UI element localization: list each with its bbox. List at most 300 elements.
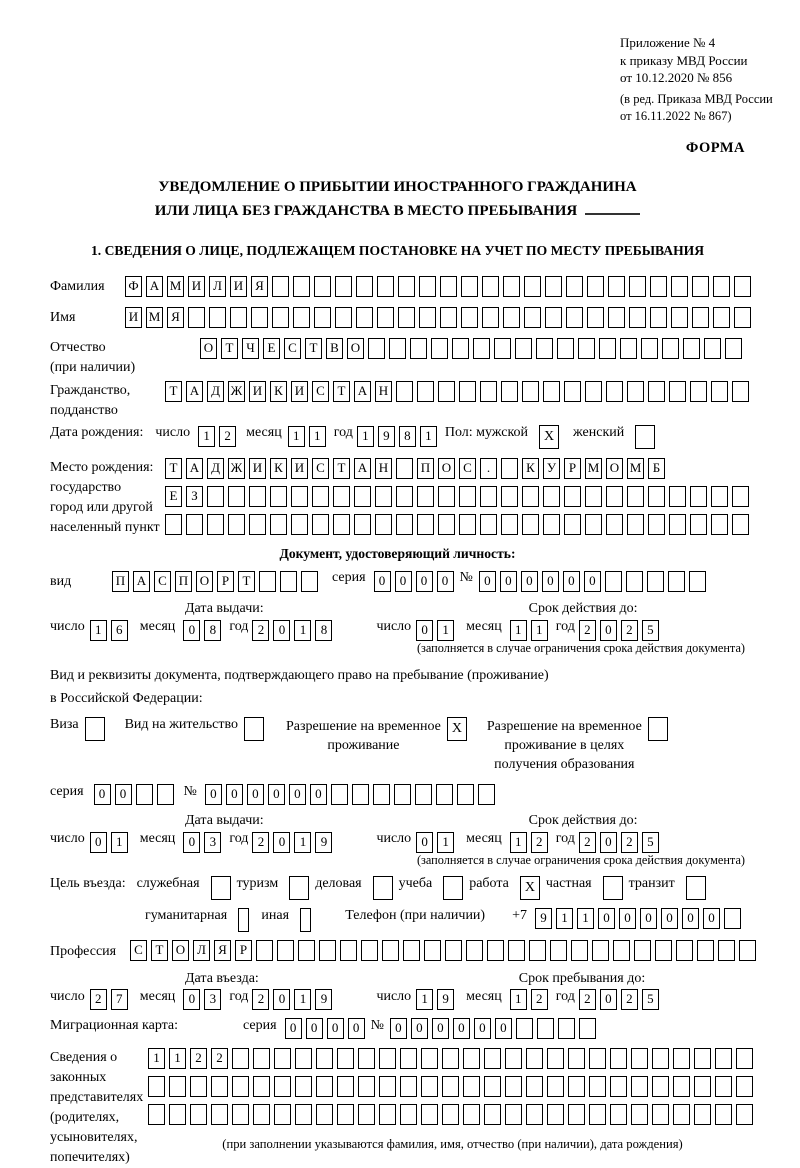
char-cell[interactable] [676,940,693,961]
char-cell[interactable]: М [146,307,163,328]
char-cell[interactable]: Р [564,458,581,479]
purpose-work-checkbox[interactable]: X [520,876,540,900]
char-cell[interactable] [375,514,392,535]
char-cell[interactable] [547,1076,564,1097]
char-cell[interactable] [440,307,457,328]
char-cell[interactable]: 2 [90,989,107,1010]
char-cell[interactable] [505,1104,522,1125]
char-cell[interactable]: 1 [510,832,527,853]
char-cell[interactable] [356,307,373,328]
char-cell[interactable] [293,276,310,297]
char-cell[interactable] [280,571,297,592]
char-cell[interactable]: 2 [579,832,596,853]
char-cell[interactable] [494,338,511,359]
char-cell[interactable] [482,276,499,297]
char-cell[interactable] [634,940,651,961]
char-cell[interactable]: 0 [90,832,107,853]
sex-female-checkbox[interactable] [635,425,655,449]
char-cell[interactable]: 2 [252,832,269,853]
char-cell[interactable]: 0 [500,571,517,592]
char-cell[interactable] [725,338,742,359]
char-cell[interactable] [396,381,413,402]
char-cell[interactable] [459,514,476,535]
char-cell[interactable] [732,381,749,402]
visa-checkbox[interactable] [85,717,105,741]
char-cell[interactable]: Е [263,338,280,359]
char-cell[interactable]: Ч [242,338,259,359]
char-cell[interactable] [524,307,541,328]
char-cell[interactable] [400,1104,417,1125]
char-cell[interactable]: 2 [219,426,236,447]
char-cell[interactable] [354,514,371,535]
char-cell[interactable]: И [291,458,308,479]
char-cell[interactable]: 0 [183,989,200,1010]
char-cell[interactable]: О [347,338,364,359]
char-cell[interactable] [337,1104,354,1125]
char-cell[interactable] [629,276,646,297]
char-cell[interactable]: 0 [600,989,617,1010]
rvp-checkbox[interactable]: X [447,717,467,741]
char-cell[interactable] [732,486,749,507]
char-cell[interactable] [316,1104,333,1125]
char-cell[interactable] [692,276,709,297]
char-cell[interactable]: 1 [531,620,548,641]
char-cell[interactable]: Б [648,458,665,479]
char-cell[interactable] [136,784,153,805]
char-cell[interactable]: О [606,458,623,479]
char-cell[interactable]: Я [167,307,184,328]
char-cell[interactable]: 0 [183,832,200,853]
char-cell[interactable]: 0 [247,784,264,805]
char-cell[interactable]: 0 [474,1018,491,1039]
char-cell[interactable]: 1 [437,620,454,641]
char-cell[interactable] [711,514,728,535]
char-cell[interactable]: Л [209,276,226,297]
char-cell[interactable] [606,486,623,507]
char-cell[interactable] [606,381,623,402]
char-cell[interactable] [270,514,287,535]
char-cell[interactable]: 1 [420,426,437,447]
char-cell[interactable] [461,276,478,297]
char-cell[interactable]: 5 [642,832,659,853]
char-cell[interactable] [585,381,602,402]
char-cell[interactable] [186,514,203,535]
char-cell[interactable] [459,381,476,402]
char-cell[interactable]: 2 [252,620,269,641]
char-cell[interactable] [503,276,520,297]
char-cell[interactable]: А [133,571,150,592]
char-cell[interactable] [337,1048,354,1069]
char-cell[interactable] [295,1048,312,1069]
char-cell[interactable] [293,307,310,328]
char-cell[interactable]: Д [207,381,224,402]
char-cell[interactable] [648,381,665,402]
char-cell[interactable]: С [154,571,171,592]
char-cell[interactable] [564,381,581,402]
char-cell[interactable] [377,276,394,297]
char-cell[interactable] [543,381,560,402]
char-cell[interactable]: 1 [90,620,107,641]
char-cell[interactable] [626,571,643,592]
char-cell[interactable] [314,276,331,297]
purpose-humanitarian-checkbox[interactable] [238,908,249,932]
char-cell[interactable] [312,486,329,507]
char-cell[interactable] [291,486,308,507]
char-cell[interactable]: 0 [600,620,617,641]
char-cell[interactable]: 0 [432,1018,449,1039]
char-cell[interactable] [501,381,518,402]
char-cell[interactable]: 0 [598,908,615,929]
char-cell[interactable] [487,940,504,961]
char-cell[interactable] [690,381,707,402]
char-cell[interactable] [484,1104,501,1125]
char-cell[interactable]: Е [165,486,182,507]
char-cell[interactable]: В [326,338,343,359]
char-cell[interactable] [694,1048,711,1069]
char-cell[interactable] [400,1048,417,1069]
char-cell[interactable] [463,1076,480,1097]
char-cell[interactable] [715,1104,732,1125]
char-cell[interactable] [274,1048,291,1069]
char-cell[interactable] [272,307,289,328]
char-cell[interactable]: А [354,381,371,402]
char-cell[interactable]: М [167,276,184,297]
char-cell[interactable] [352,784,369,805]
char-cell[interactable] [543,514,560,535]
char-cell[interactable] [459,486,476,507]
purpose-study-checkbox[interactable] [443,876,463,900]
char-cell[interactable] [377,307,394,328]
char-cell[interactable] [270,486,287,507]
purpose-transit-checkbox[interactable] [686,876,706,900]
char-cell[interactable]: 2 [531,989,548,1010]
char-cell[interactable]: Ж [228,458,245,479]
char-cell[interactable] [566,276,583,297]
char-cell[interactable] [631,1104,648,1125]
char-cell[interactable] [550,940,567,961]
char-cell[interactable] [671,276,688,297]
char-cell[interactable] [732,514,749,535]
char-cell[interactable] [211,1104,228,1125]
char-cell[interactable] [526,1076,543,1097]
char-cell[interactable] [361,940,378,961]
char-cell[interactable] [484,1048,501,1069]
char-cell[interactable] [599,338,616,359]
char-cell[interactable] [249,486,266,507]
char-cell[interactable] [589,1048,606,1069]
char-cell[interactable]: 1 [416,989,433,1010]
char-cell[interactable] [421,1076,438,1097]
char-cell[interactable]: 0 [495,1018,512,1039]
char-cell[interactable] [694,1076,711,1097]
char-cell[interactable] [169,1076,186,1097]
char-cell[interactable] [689,571,706,592]
char-cell[interactable]: 0 [273,620,290,641]
char-cell[interactable]: 0 [183,620,200,641]
char-cell[interactable]: 2 [579,989,596,1010]
char-cell[interactable] [415,784,432,805]
char-cell[interactable] [295,1104,312,1125]
char-cell[interactable]: 0 [94,784,111,805]
char-cell[interactable] [333,486,350,507]
char-cell[interactable]: И [249,381,266,402]
char-cell[interactable] [188,307,205,328]
char-cell[interactable] [394,784,411,805]
char-cell[interactable] [545,276,562,297]
char-cell[interactable] [501,514,518,535]
char-cell[interactable] [249,514,266,535]
char-cell[interactable]: 1 [169,1048,186,1069]
char-cell[interactable] [421,1104,438,1125]
char-cell[interactable] [410,338,427,359]
char-cell[interactable] [259,571,276,592]
char-cell[interactable]: 0 [348,1018,365,1039]
char-cell[interactable] [480,514,497,535]
purpose-other-checkbox[interactable] [300,908,311,932]
char-cell[interactable]: С [130,940,147,961]
char-cell[interactable]: 9 [535,908,552,929]
char-cell[interactable] [463,1048,480,1069]
char-cell[interactable]: 1 [357,426,374,447]
char-cell[interactable]: 0 [115,784,132,805]
char-cell[interactable] [655,940,672,961]
char-cell[interactable]: О [438,458,455,479]
char-cell[interactable] [608,276,625,297]
char-cell[interactable]: К [270,381,287,402]
char-cell[interactable] [536,338,553,359]
char-cell[interactable]: К [270,458,287,479]
char-cell[interactable] [478,784,495,805]
char-cell[interactable] [610,1104,627,1125]
char-cell[interactable] [734,307,751,328]
char-cell[interactable]: 0 [226,784,243,805]
char-cell[interactable] [713,276,730,297]
char-cell[interactable]: Т [165,381,182,402]
char-cell[interactable] [230,307,247,328]
char-cell[interactable] [253,1048,270,1069]
char-cell[interactable] [272,276,289,297]
char-cell[interactable]: Т [151,940,168,961]
char-cell[interactable] [690,486,707,507]
char-cell[interactable]: 0 [273,832,290,853]
char-cell[interactable]: О [172,940,189,961]
char-cell[interactable]: С [312,458,329,479]
char-cell[interactable] [647,571,664,592]
char-cell[interactable] [673,1076,690,1097]
char-cell[interactable] [724,908,741,929]
char-cell[interactable]: О [200,338,217,359]
char-cell[interactable] [516,1018,533,1039]
char-cell[interactable] [566,307,583,328]
char-cell[interactable] [501,486,518,507]
char-cell[interactable] [417,381,434,402]
char-cell[interactable] [631,1076,648,1097]
char-cell[interactable] [431,338,448,359]
char-cell[interactable] [319,940,336,961]
char-cell[interactable]: 1 [288,426,305,447]
char-cell[interactable] [683,338,700,359]
char-cell[interactable] [522,381,539,402]
char-cell[interactable]: 0 [661,908,678,929]
char-cell[interactable] [568,1104,585,1125]
char-cell[interactable] [228,486,245,507]
char-cell[interactable] [148,1104,165,1125]
char-cell[interactable] [736,1048,753,1069]
purpose-tourism-checkbox[interactable] [289,876,309,900]
char-cell[interactable]: 0 [542,571,559,592]
char-cell[interactable] [508,940,525,961]
char-cell[interactable]: 0 [416,832,433,853]
char-cell[interactable] [736,1104,753,1125]
char-cell[interactable] [169,1104,186,1125]
char-cell[interactable] [522,514,539,535]
char-cell[interactable] [522,486,539,507]
char-cell[interactable] [356,276,373,297]
char-cell[interactable] [316,1076,333,1097]
char-cell[interactable] [652,1076,669,1097]
char-cell[interactable]: 2 [621,620,638,641]
purpose-private-checkbox[interactable] [603,876,623,900]
char-cell[interactable]: У [543,458,560,479]
char-cell[interactable] [568,1048,585,1069]
char-cell[interactable] [585,514,602,535]
purpose-business-checkbox[interactable] [373,876,393,900]
char-cell[interactable]: Д [207,458,224,479]
char-cell[interactable] [403,940,420,961]
char-cell[interactable] [165,514,182,535]
char-cell[interactable] [463,1104,480,1125]
char-cell[interactable] [734,276,751,297]
char-cell[interactable] [652,1048,669,1069]
char-cell[interactable]: 5 [642,620,659,641]
char-cell[interactable]: 2 [211,1048,228,1069]
char-cell[interactable] [650,276,667,297]
char-cell[interactable] [331,784,348,805]
char-cell[interactable] [648,486,665,507]
char-cell[interactable] [473,338,490,359]
char-cell[interactable]: Т [165,458,182,479]
char-cell[interactable] [312,514,329,535]
char-cell[interactable] [579,1018,596,1039]
char-cell[interactable] [228,514,245,535]
char-cell[interactable] [337,1076,354,1097]
char-cell[interactable] [340,940,357,961]
char-cell[interactable] [438,486,455,507]
char-cell[interactable] [209,307,226,328]
char-cell[interactable] [251,307,268,328]
char-cell[interactable] [673,1104,690,1125]
char-cell[interactable] [461,307,478,328]
char-cell[interactable] [274,1104,291,1125]
char-cell[interactable] [389,338,406,359]
char-cell[interactable]: 0 [416,571,433,592]
char-cell[interactable]: К [522,458,539,479]
char-cell[interactable] [335,307,352,328]
char-cell[interactable] [739,940,756,961]
char-cell[interactable] [373,784,390,805]
char-cell[interactable] [585,486,602,507]
char-cell[interactable] [396,486,413,507]
char-cell[interactable]: 2 [190,1048,207,1069]
char-cell[interactable]: 0 [584,571,601,592]
char-cell[interactable]: И [125,307,142,328]
char-cell[interactable] [358,1048,375,1069]
char-cell[interactable] [697,940,714,961]
char-cell[interactable]: Р [235,940,252,961]
char-cell[interactable] [592,940,609,961]
char-cell[interactable]: 0 [205,784,222,805]
char-cell[interactable]: С [459,458,476,479]
char-cell[interactable] [438,381,455,402]
char-cell[interactable] [669,486,686,507]
char-cell[interactable] [503,307,520,328]
char-cell[interactable] [650,307,667,328]
char-cell[interactable] [396,514,413,535]
char-cell[interactable]: . [480,458,497,479]
residence-checkbox[interactable] [244,717,264,741]
char-cell[interactable] [610,1048,627,1069]
char-cell[interactable] [440,276,457,297]
char-cell[interactable]: И [291,381,308,402]
char-cell[interactable] [662,338,679,359]
char-cell[interactable]: 3 [204,832,221,853]
char-cell[interactable] [515,338,532,359]
char-cell[interactable]: 1 [294,832,311,853]
char-cell[interactable] [629,307,646,328]
char-cell[interactable]: 0 [268,784,285,805]
char-cell[interactable] [379,1076,396,1097]
char-cell[interactable] [298,940,315,961]
char-cell[interactable] [641,338,658,359]
char-cell[interactable]: С [284,338,301,359]
char-cell[interactable] [669,514,686,535]
char-cell[interactable] [482,307,499,328]
char-cell[interactable]: 0 [640,908,657,929]
char-cell[interactable]: М [627,458,644,479]
char-cell[interactable] [354,486,371,507]
char-cell[interactable]: 1 [309,426,326,447]
char-cell[interactable] [480,381,497,402]
char-cell[interactable] [558,1018,575,1039]
char-cell[interactable] [466,940,483,961]
rvp-education-checkbox[interactable] [648,717,668,741]
char-cell[interactable] [436,784,453,805]
char-cell[interactable] [589,1076,606,1097]
char-cell[interactable]: П [112,571,129,592]
char-cell[interactable]: 9 [437,989,454,1010]
char-cell[interactable] [396,458,413,479]
char-cell[interactable] [715,1048,732,1069]
char-cell[interactable] [537,1018,554,1039]
char-cell[interactable] [333,514,350,535]
char-cell[interactable] [400,1076,417,1097]
char-cell[interactable] [452,338,469,359]
char-cell[interactable]: 0 [289,784,306,805]
char-cell[interactable]: 0 [479,571,496,592]
char-cell[interactable] [605,571,622,592]
char-cell[interactable]: А [146,276,163,297]
char-cell[interactable] [620,338,637,359]
char-cell[interactable]: П [417,458,434,479]
char-cell[interactable] [690,514,707,535]
char-cell[interactable] [694,1104,711,1125]
char-cell[interactable]: 6 [111,620,128,641]
char-cell[interactable]: Т [305,338,322,359]
char-cell[interactable]: Ж [228,381,245,402]
char-cell[interactable] [379,1104,396,1125]
char-cell[interactable]: 0 [619,908,636,929]
char-cell[interactable] [627,381,644,402]
